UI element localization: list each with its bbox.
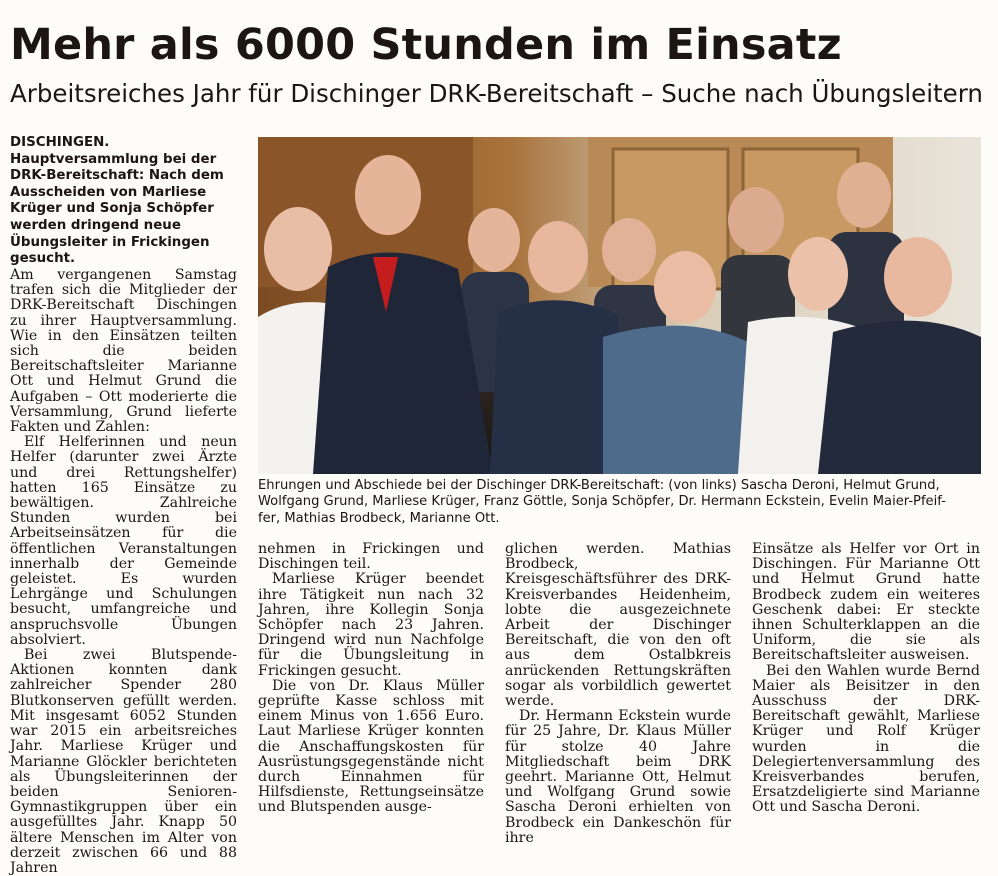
- paragraph: nehmen in Frickingen und Dischingen teil.: [258, 541, 484, 573]
- paragraph: Marliese Krüger beendet ihre Tätigkeit nun nach 32 Jahren, ihre Kollegin Sonja Schöpfer nach 23 Jahren. Dringend wird nun Nachfolge für die Übungsleitung in Frickingen gesucht.: [258, 571, 484, 679]
- text-column-3: [505, 542, 731, 846]
- paragraph: Einsätze als Helfer vor Ort in Dischingen. Für Marianne Ott und Helmut Grund hatte Brodbeck zudem ein weiteres Geschenk dabei: Er steckte ihnen Schulterklappen an die Uniform, die sie als Bereitschaftsleiter ausweisen.: [752, 541, 980, 664]
- text-column-2: [258, 542, 484, 816]
- paragraph: Dr. Hermann Eckstein wurde für 25 Jahre, Dr. Klaus Müller für stolze 40 Jahre Mitgliedschaft beim DRK geehrt. Marianne Ott, Helmut und Wolfgang Grund sowie Sascha Deroni erhielten von Brodbeck ein Dankeschön für ihre: [505, 708, 731, 846]
- paragraph: Bei zwei Blutspende-Aktionen konnten dank zahlreicher Spender 280 Blutkonserven gefüllt werden. Mit insgesamt 6052 Stunden war 2015 ein arbeitsreiches Jahr. Marliese Krüger und Marianne Glöckler berichteten als Übungsleiterinnen der beiden Senioren-Gymnastikgruppen über ein ausgefülltes Jahr. Knapp 50 ältere Menschen im Alter von derzeit zwischen 66 und 88 Jahren: [10, 647, 237, 876]
- subheadline: Arbeitsreiches Jahr für Dischinger DRK-Bereitschaft – Suche nach Übungsleitern: [10, 79, 983, 108]
- caption-line: fer, Mathias Brodbeck, Marianne Ott.: [258, 510, 500, 526]
- article-lead: DISCHINGEN. Hauptversammlung bei der DRK-Bereitschaft: Nach dem Ausscheiden von Marliese Krüger und Sonja Schöpfer werden dringend neue Übungsleiter in Frickingen gesucht.: [10, 135, 224, 267]
- paragraph: Elf Helferinnen und neun Helfer (darunter zwei Ärzte und drei Rettungshelfer) hatten 165 Einsätze zu bewältigen. Zahlreiche Stunden wurden bei Arbeitseinsätzen für die öffentlichen Veranstaltungen innerhalb der Gemeinde geleistet. Es wurden Lehrgänge und Schulungen besucht, umfangreiche und anspruchsvolle Übungen absolviert.: [10, 434, 237, 648]
- caption-line: Ehrungen und Abschiede bei der Dischinger DRK-Bereitschaft: (von links) Sascha Deroni, Helmut Grund,: [258, 478, 940, 493]
- group-photo: [258, 137, 981, 474]
- text-column-1: [10, 268, 237, 876]
- paragraph: glichen werden. Mathias Brodbeck, Kreisgeschäftsführer des DRK-Kreisverbandes Heidenheim, lobte die ausgezeichnete Arbeit der Dischinger Bereitschaft, die von den oft aus dem Ostalbkreis anrückenden Rettungskräften sogar als vorbildlich gewertet werde.: [505, 541, 731, 710]
- paragraph: Die von Dr. Klaus Müller geprüfte Kasse schloss mit einem Minus von 1.656 Euro. Laut Marliese Krüger konnten die Anschaffungskosten für Ausrüstungsgegenstände nicht durch Einnahmen für Hilfsdienste, Rettungseinsätze und Blutspenden ausge-: [258, 677, 484, 816]
- photo-caption: [258, 478, 980, 527]
- text-column-4: [752, 542, 980, 816]
- headline: Mehr als 6000 Stunden im Einsatz: [10, 20, 842, 70]
- paragraph: Bei den Wahlen wurde Bernd Maier als Beisitzer in den Ausschuss der DRK-Bereitschaft gewählt, Marliese Krüger und Rolf Krüger wurden in die Delegiertenversammlung des Kreisverbandes berufen, Ersatzdeligierte sind Marianne Ott und Sascha Deroni.: [752, 662, 980, 816]
- paragraph: Am vergangenen Samstag trafen sich die Mitglieder der DRK-Bereitschaft Dischingen zu ihrer Hauptversammlung. Wie in den Einsätzen teilten sich die beiden Bereitschaftsleiter Marianne Ott und Helmut Grund die Aufgaben – Ott moderierte die Versammlung, Grund lieferte Fakten und Zahlen:: [10, 267, 237, 436]
- caption-line: Wolfgang Grund, Marliese Krüger, Franz Göttle, Sonja Schöpfer, Dr. Hermann Eckstein, Evelin Maier-Pfeif-: [258, 494, 946, 510]
